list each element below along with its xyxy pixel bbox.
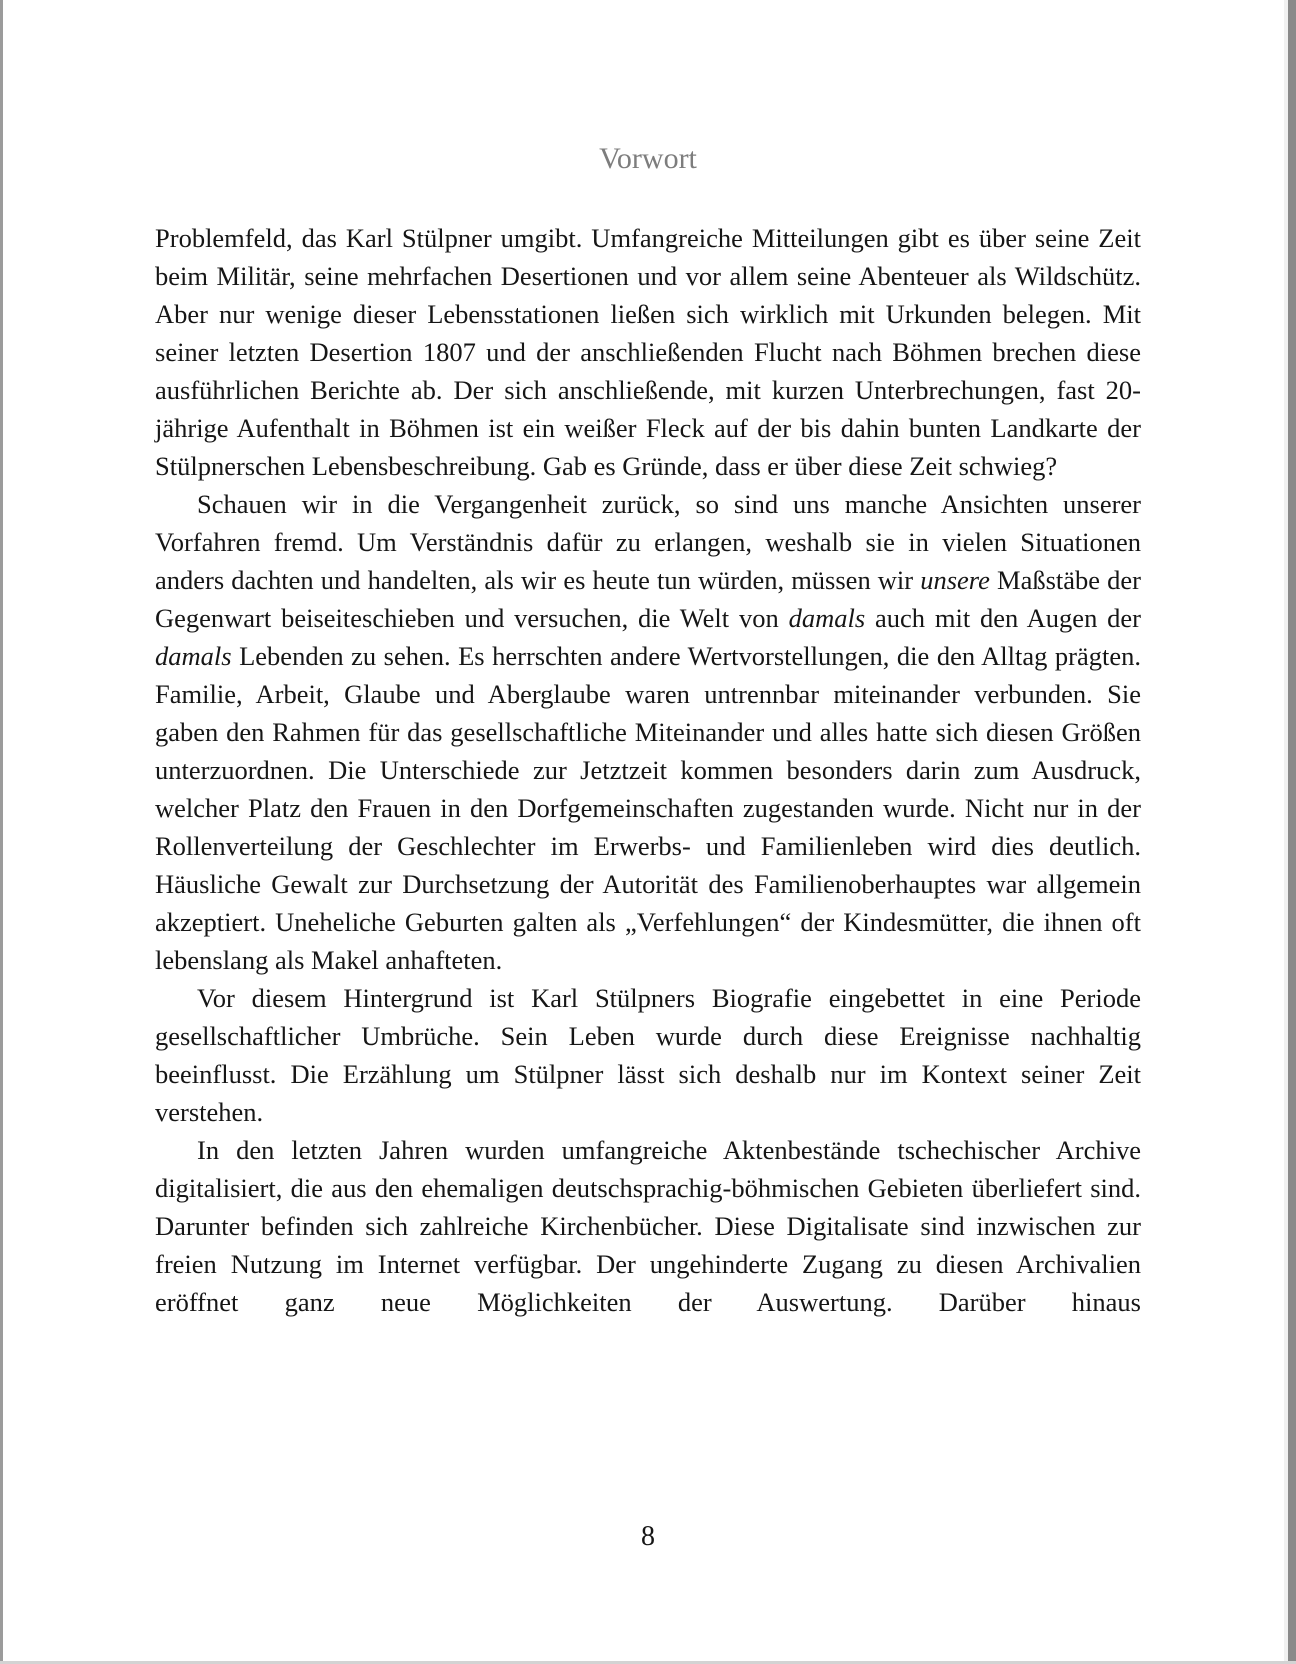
page-right-edge-band [1288,0,1296,1664]
paragraph-2: Schauen wir in die Vergangenheit zurück, so sind uns manche Ansichten unserer Vorfahren fremd. Um Verständnis dafür zu erlangen, weshalb sie in vielen Situationen anders dachten und handelten, als wir es heute tun würden, müssen wir unsere Maßstäbe der Gegenwart beiseiteschieben und versuchen, die Welt von damals auch mit den Augen der damals Lebenden zu sehen. Es herrschten andere Wertvorstellungen, die den Alltag prägten. Familie, Arbeit, Glaube und Aberglaube waren untrennbar miteinander verbunden. Sie gaben den Rahmen für das gesellschaftliche Miteinander und alles hatte sich diesen Größen unterzuordnen. Die Unterschiede zur Jetztzeit kommen besonders darin zum Ausdruck, welcher Platz den Frauen in den Dorfgemeinschaften zugestanden wurde. Nicht nur in der Rollenverteilung der Geschlechter im Erwerbs- und Familienleben wird dies deutlich. Häusliche Gewalt zur Durchsetzung der Autorität des Familienoberhauptes war allgemein akzeptiert. Uneheliche Geburten galten als „Verfehlungen“ der Kindesmütter, die ihnen oft lebenslang als Makel anhafteten. [155,489,1141,975]
paragraph-1: Problemfeld, das Karl Stülpner umgibt. Umfangreiche Mitteilungen gibt es über seine Zeit beim Militär, seine mehrfachen Desertionen und vor allem seine Abenteuer als Wildschütz. Aber nur wenige dieser Lebensstationen ließen sich wirklich mit Urkunden belegen. Mit seiner letzten Desertion 1807 und der anschließenden Flucht nach Böhmen brechen diese ausführlichen Berichte ab. Der sich anschließende, mit kurzen Unterbrechungen, fast 20-jährige Aufenthalt in Böhmen ist ein weißer Fleck auf der bis dahin bunten Landkarte der Stülpnerschen Lebensbeschreibung. Gab es Gründe, dass er über diese Zeit schwieg? [155,223,1141,481]
chapter-title: Vorwort [599,142,697,175]
page-left-edge-rule [0,0,3,1664]
page-number: 8 [641,1521,655,1552]
body-text-block [155,219,1141,1321]
paragraph-4: In den letzten Jahren wurden umfangreiche Aktenbestände tschechischer Archive digitalisiert, die aus den ehemaligen deutschsprachig-böhmischen Gebieten überliefert sind. Darunter befinden sich zahlreiche Kirchenbücher. Diese Digitalisate sind inzwischen zur freien Nutzung im Internet verfügbar. Der ungehinderte Zugang zu diesen Archivalien eröffnet ganz neue Möglichkeiten der Auswertung. Darüber hinaus [155,1135,1141,1317]
paragraph-3: Vor diesem Hintergrund ist Karl Stülpners Biografie eingebettet in eine Periode gesellschaftlicher Umbrüche. Sein Leben wurde durch diese Ereignisse nachhaltig beeinflusst. Die Erzählung um Stülpner lässt sich deshalb nur im Kontext seiner Zeit verstehen. [155,983,1141,1127]
